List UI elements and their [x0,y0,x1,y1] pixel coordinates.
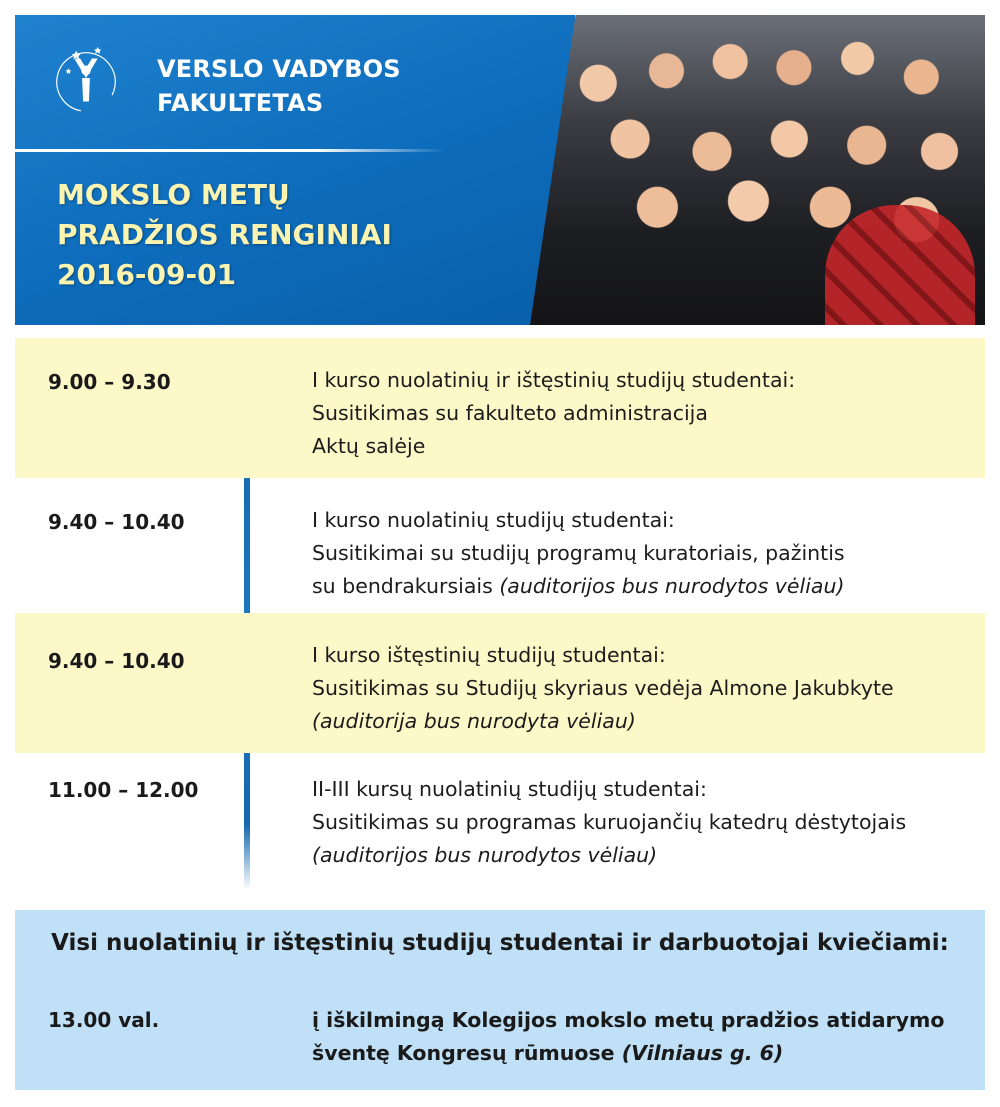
schedule-note: (auditorija bus nurodyta vėliau) [312,709,636,733]
schedule-note: (auditorijos bus nurodytos vėliau) [312,843,658,867]
schedule-description [312,364,795,463]
schedule-row [15,613,985,753]
schedule-time: 9.40 – 10.40 [48,510,185,534]
schedule-line-2: Susitikimas su Studijų skyriaus vedėja Almone Jakubkyte [312,676,894,700]
title-line-2: PRADŽIOS RENGINIAI [57,218,392,251]
schedule-row [15,338,985,478]
header-banner [15,15,985,325]
event-date: 2016-09-01 [57,258,237,291]
schedule-line-2: Susitikimai su studijų programų kuratoriais, pažintis [312,541,845,565]
schedule-line-3 [312,705,894,738]
group-photo [530,15,985,325]
ceremony-line-2 [312,1037,944,1070]
ceremony-address: (Vilniaus g. 6) [621,1041,784,1065]
schedule-description [312,639,894,738]
photo-detail [825,205,975,325]
schedule-line-3 [312,570,845,603]
faculty-line-1: VERSLO VADYBOS [157,55,401,83]
college-logo-icon [47,41,125,119]
header-divider [15,149,445,152]
schedule-line-1: I kurso nuolatinių studijų studentai: [312,508,675,532]
ceremony-description [312,1004,944,1070]
title-line-1: MOKSLO METŲ [57,178,290,211]
schedule-line-2: Susitikimas su programas kuruojančių katedrų dėstytojais [312,810,907,834]
event-title [57,175,392,295]
schedule-description [312,504,845,603]
faculty-name [157,52,401,120]
ceremony-line-1: į iškilmingą Kolegijos mokslo metų pradžios atidarymo [312,1008,945,1032]
faculty-line-2: FAKULTETAS [157,89,324,117]
ceremony-line-2-text: šventę Kongresų rūmuose [312,1041,622,1065]
footer-invitation [15,910,985,1090]
schedule-time: 9.00 – 9.30 [48,370,171,394]
invitation-heading: Visi nuolatinių ir ištęstinių studijų studentai ir darbuotojai kviečiami: [51,930,949,956]
schedule-line-3-text: su bendrakursiais [312,574,500,598]
schedule-note: (auditorijos bus nurodytos vėliau) [499,574,845,598]
schedule-line-2: Susitikimas su fakulteto administracija [312,401,708,425]
schedule-line-3-text: Aktų salėje [312,434,426,458]
header-blue-panel [15,15,575,325]
schedule-row [15,758,985,898]
schedule-description [312,773,906,872]
schedule-time: 9.40 – 10.40 [48,649,185,673]
schedule-time: 11.00 – 12.00 [48,778,199,802]
schedule-line-3 [312,430,795,463]
schedule-row [15,478,985,618]
schedule-line-3 [312,839,906,872]
ceremony-time: 13.00 val. [48,1008,160,1032]
schedule-line-1: II-III kursų nuolatinių studijų studentai: [312,777,707,801]
schedule-line-1: I kurso ištęstinių studijų studentai: [312,643,666,667]
schedule-line-1: I kurso nuolatinių ir ištęstinių studijų studentai: [312,368,796,392]
